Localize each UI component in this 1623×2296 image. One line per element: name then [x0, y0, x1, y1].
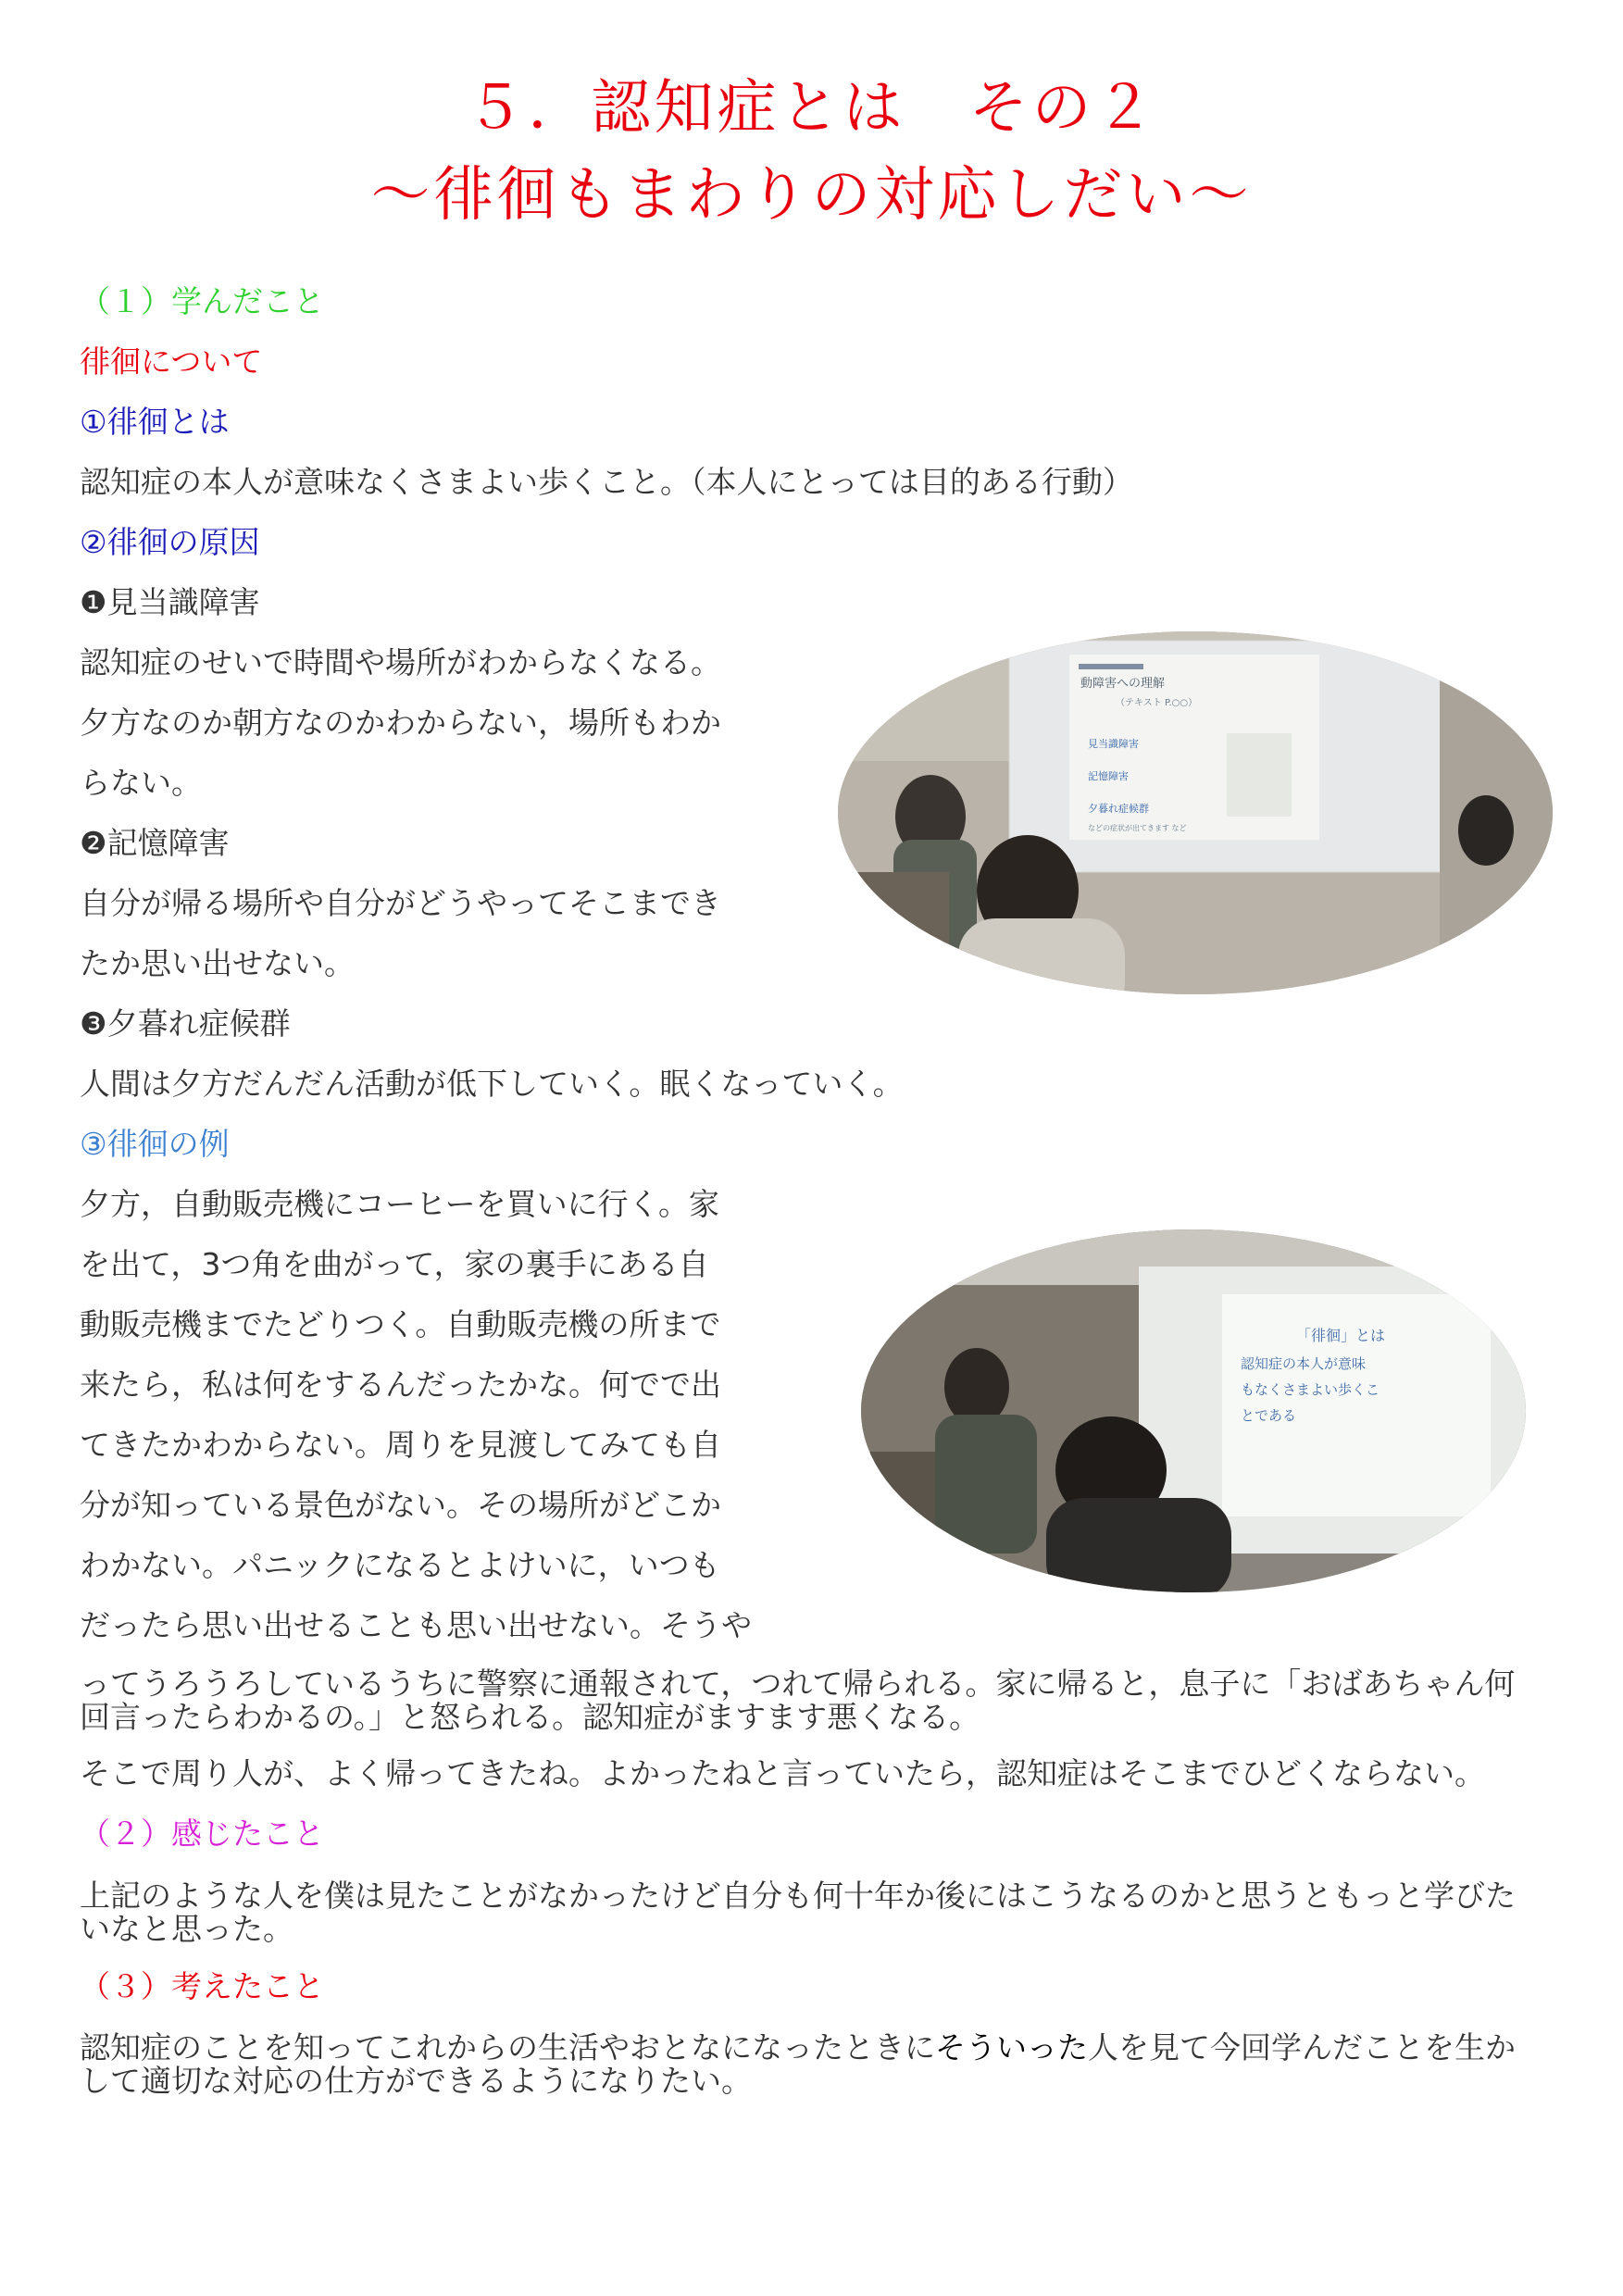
cause-3-label: ❸夕暮れ症候群 — [80, 1005, 291, 1042]
example-text: 分が知っている景色がない。その場所がどこか — [80, 1487, 721, 1523]
cause-1-text: 夕方なのか朝方なのかわからない，場所もわか — [80, 705, 721, 741]
example-closing: そこで周り人が、よく帰ってきたね。よかったねと言っていたら，認知症はそこまでひどくならない。 — [80, 1755, 1485, 1791]
thought-text-part: 認知症のことを知ってこれからの生活やおとなになったときに — [80, 2029, 935, 2065]
slide-2-line: 「徘徊」とは — [1296, 1327, 1386, 1344]
slide-2-line: とである — [1241, 1407, 1297, 1424]
slide-1-item: 夕暮れ症候群 — [1088, 803, 1149, 815]
example-text: 夕方，自動販売機にコーヒーを買いに行く。家 — [80, 1186, 720, 1222]
example-text: てきたかわからない。周りを見渡してみても自 — [80, 1427, 721, 1463]
example-text: 来たら，私は何をするんだったかな。何でで出 — [80, 1366, 721, 1403]
page-subtitle: ～徘徊もまわりの対応しだい～ — [370, 161, 1253, 230]
cause-2-text: 自分が帰る場所や自分がどうやってそこまでき — [80, 885, 721, 921]
slide-1-item: 見当識障害 — [1088, 738, 1139, 750]
example-text: わかない。パニックになるとよけいに，いつも — [80, 1547, 720, 1583]
classroom-photo-2 — [861, 1229, 1526, 1592]
thought-text — [80, 2031, 1542, 2098]
cause-1-text: らない。 — [80, 765, 202, 801]
slide-2-line: もなくさまよい歩くこ — [1241, 1381, 1380, 1398]
felt-text: 上記のような人を僕は見たことがなかったけど自分も何十年か後にはこうなるのかと思うともっと学びたいなと思った。 — [80, 1878, 1516, 1947]
example-continuation: ってうろうろしているうちに警察に通報されて，つれて帰られる。家に帰ると，息子に「おばあちゃん何回言ったらわかるの。」と怒られる。認知症がますます悪くなる。 — [80, 1666, 1516, 1735]
cause-1-label: ❶見当識障害 — [80, 584, 260, 620]
slide-1-item: 記憶障害 — [1088, 770, 1129, 782]
topic-heading: 徘徊について — [80, 343, 263, 380]
thought-text-emphasis: そういった — [935, 2029, 1088, 2065]
cause-2-text: たか思い出せない。 — [80, 945, 355, 981]
sub-heading-example: ③徘徊の例 — [80, 1126, 230, 1162]
cause-2-label: ❷記憶障害 — [80, 825, 230, 861]
slide-1-sub: （テキスト P.○○） — [1116, 698, 1198, 708]
page-title: ５．認知症とは その２ — [465, 74, 1158, 143]
example-text: 動販売機までたどりつく。自動販売機の所まで — [80, 1306, 721, 1342]
example-text: を出て，3つ角を曲がって，家の裏手にある自 — [80, 1246, 709, 1282]
example-text: だったら思い出せることも思い出せない。そうや — [80, 1607, 752, 1643]
thought-text-part: 人を見て今回学んだことを生かして適切な対応の仕方ができるようになりたい。 — [80, 2029, 1516, 2099]
cause-1-text: 認知症のせいで時間や場所がわからなくなる。 — [80, 644, 721, 680]
sub-heading-causes: ②徘徊の原因 — [80, 524, 260, 560]
sub-heading-definition: ①徘徊とは — [80, 404, 230, 440]
slide-1-footer: などの症状が出てきます など — [1088, 824, 1187, 832]
slide-2-line: 認知症の本人が意味 — [1241, 1355, 1367, 1372]
section-learned-heading: （１）学んだこと — [80, 283, 324, 319]
slide-1-heading: 動障害への理解 — [1080, 677, 1166, 691]
cause-3-text: 人間は夕方だんだん活動が低下していく。眠くなっていく。 — [80, 1066, 904, 1102]
definition-text: 認知症の本人が意味なくさまよい歩くこと。（本人にとっては目的ある行動） — [80, 464, 1133, 500]
classroom-photo-1 — [838, 631, 1553, 994]
section-thought-heading: （３）考えたこと — [80, 1968, 324, 2004]
section-felt-heading: （２）感じたこと — [80, 1816, 324, 1852]
